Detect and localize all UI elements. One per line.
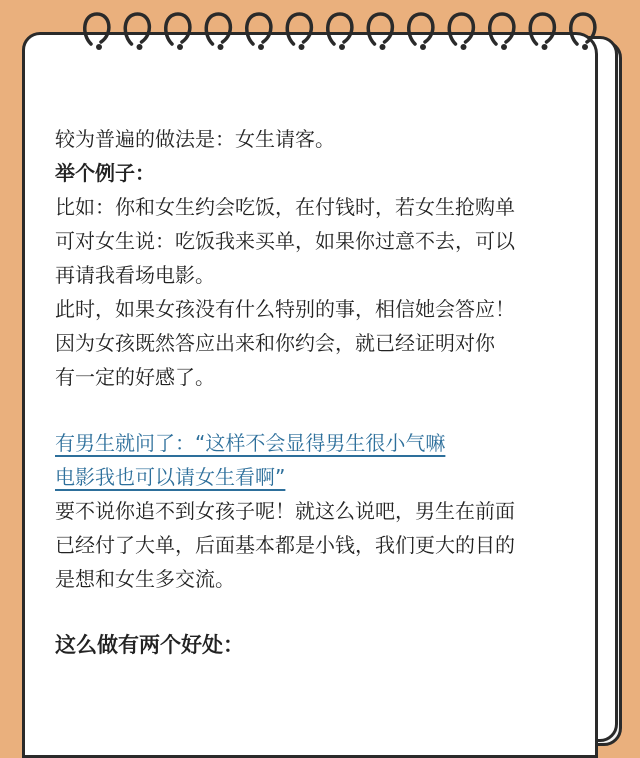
spiral-binding	[0, 0, 640, 80]
punch-hole	[501, 44, 507, 50]
benefits-heading: 这么做有两个好处：	[55, 633, 244, 657]
example-line: 可对女生说：吃饭我来买单，如果你过意不去，可以	[55, 229, 515, 253]
example-line: 再请我看场电影。	[55, 263, 215, 287]
punch-hole	[218, 44, 224, 50]
answer-line: 已经付了大单，后面基本都是小钱，我们更大的目的	[55, 533, 515, 557]
spiral-ring	[490, 14, 514, 44]
quote-line: 电影我也可以请女生看啊”	[55, 465, 286, 489]
answer-line: 是想和女生多交流。	[55, 567, 235, 591]
spiral-ring	[287, 14, 311, 44]
spiral-ring	[125, 14, 149, 44]
punch-hole	[137, 44, 143, 50]
spiral-ring	[85, 14, 109, 44]
example-line: 此时，如果女孩没有什么特别的事，相信她会答应！	[55, 297, 515, 321]
intro-paragraph: 较为普遍的做法是：女生请客。	[55, 127, 335, 151]
punch-hole	[96, 44, 102, 50]
punch-hole	[380, 44, 386, 50]
spiral-ring	[409, 14, 433, 44]
example-line: 有一定的好感了。	[55, 365, 215, 389]
spiral-ring	[368, 14, 392, 44]
spiral-ring	[247, 14, 271, 44]
punch-hole	[177, 44, 183, 50]
punch-hole	[420, 44, 426, 50]
article-body	[55, 122, 575, 662]
spiral-ring	[449, 14, 473, 44]
spiral-ring	[328, 14, 352, 44]
example-line: 比如：你和女生约会吃饭，在付钱时，若女生抢购单	[55, 195, 515, 219]
spiral-ring	[206, 14, 230, 44]
punch-hole	[299, 44, 305, 50]
example-heading: 举个例子：	[55, 161, 155, 185]
punch-hole	[461, 44, 467, 50]
spiral-ring	[571, 14, 595, 44]
spiral-ring	[166, 14, 190, 44]
answer-line: 要不说你追不到女孩子呢！就这么说吧，男生在前面	[55, 499, 515, 523]
quote-line: 有男生就问了：“这样不会显得男生很小气嘛	[55, 431, 446, 455]
punch-hole	[542, 44, 548, 50]
spiral-ring	[530, 14, 554, 44]
example-line: 因为女孩既然答应出来和你约会，就已经证明对你	[55, 331, 495, 355]
punch-hole	[582, 44, 588, 50]
punch-hole	[258, 44, 264, 50]
punch-hole	[339, 44, 345, 50]
